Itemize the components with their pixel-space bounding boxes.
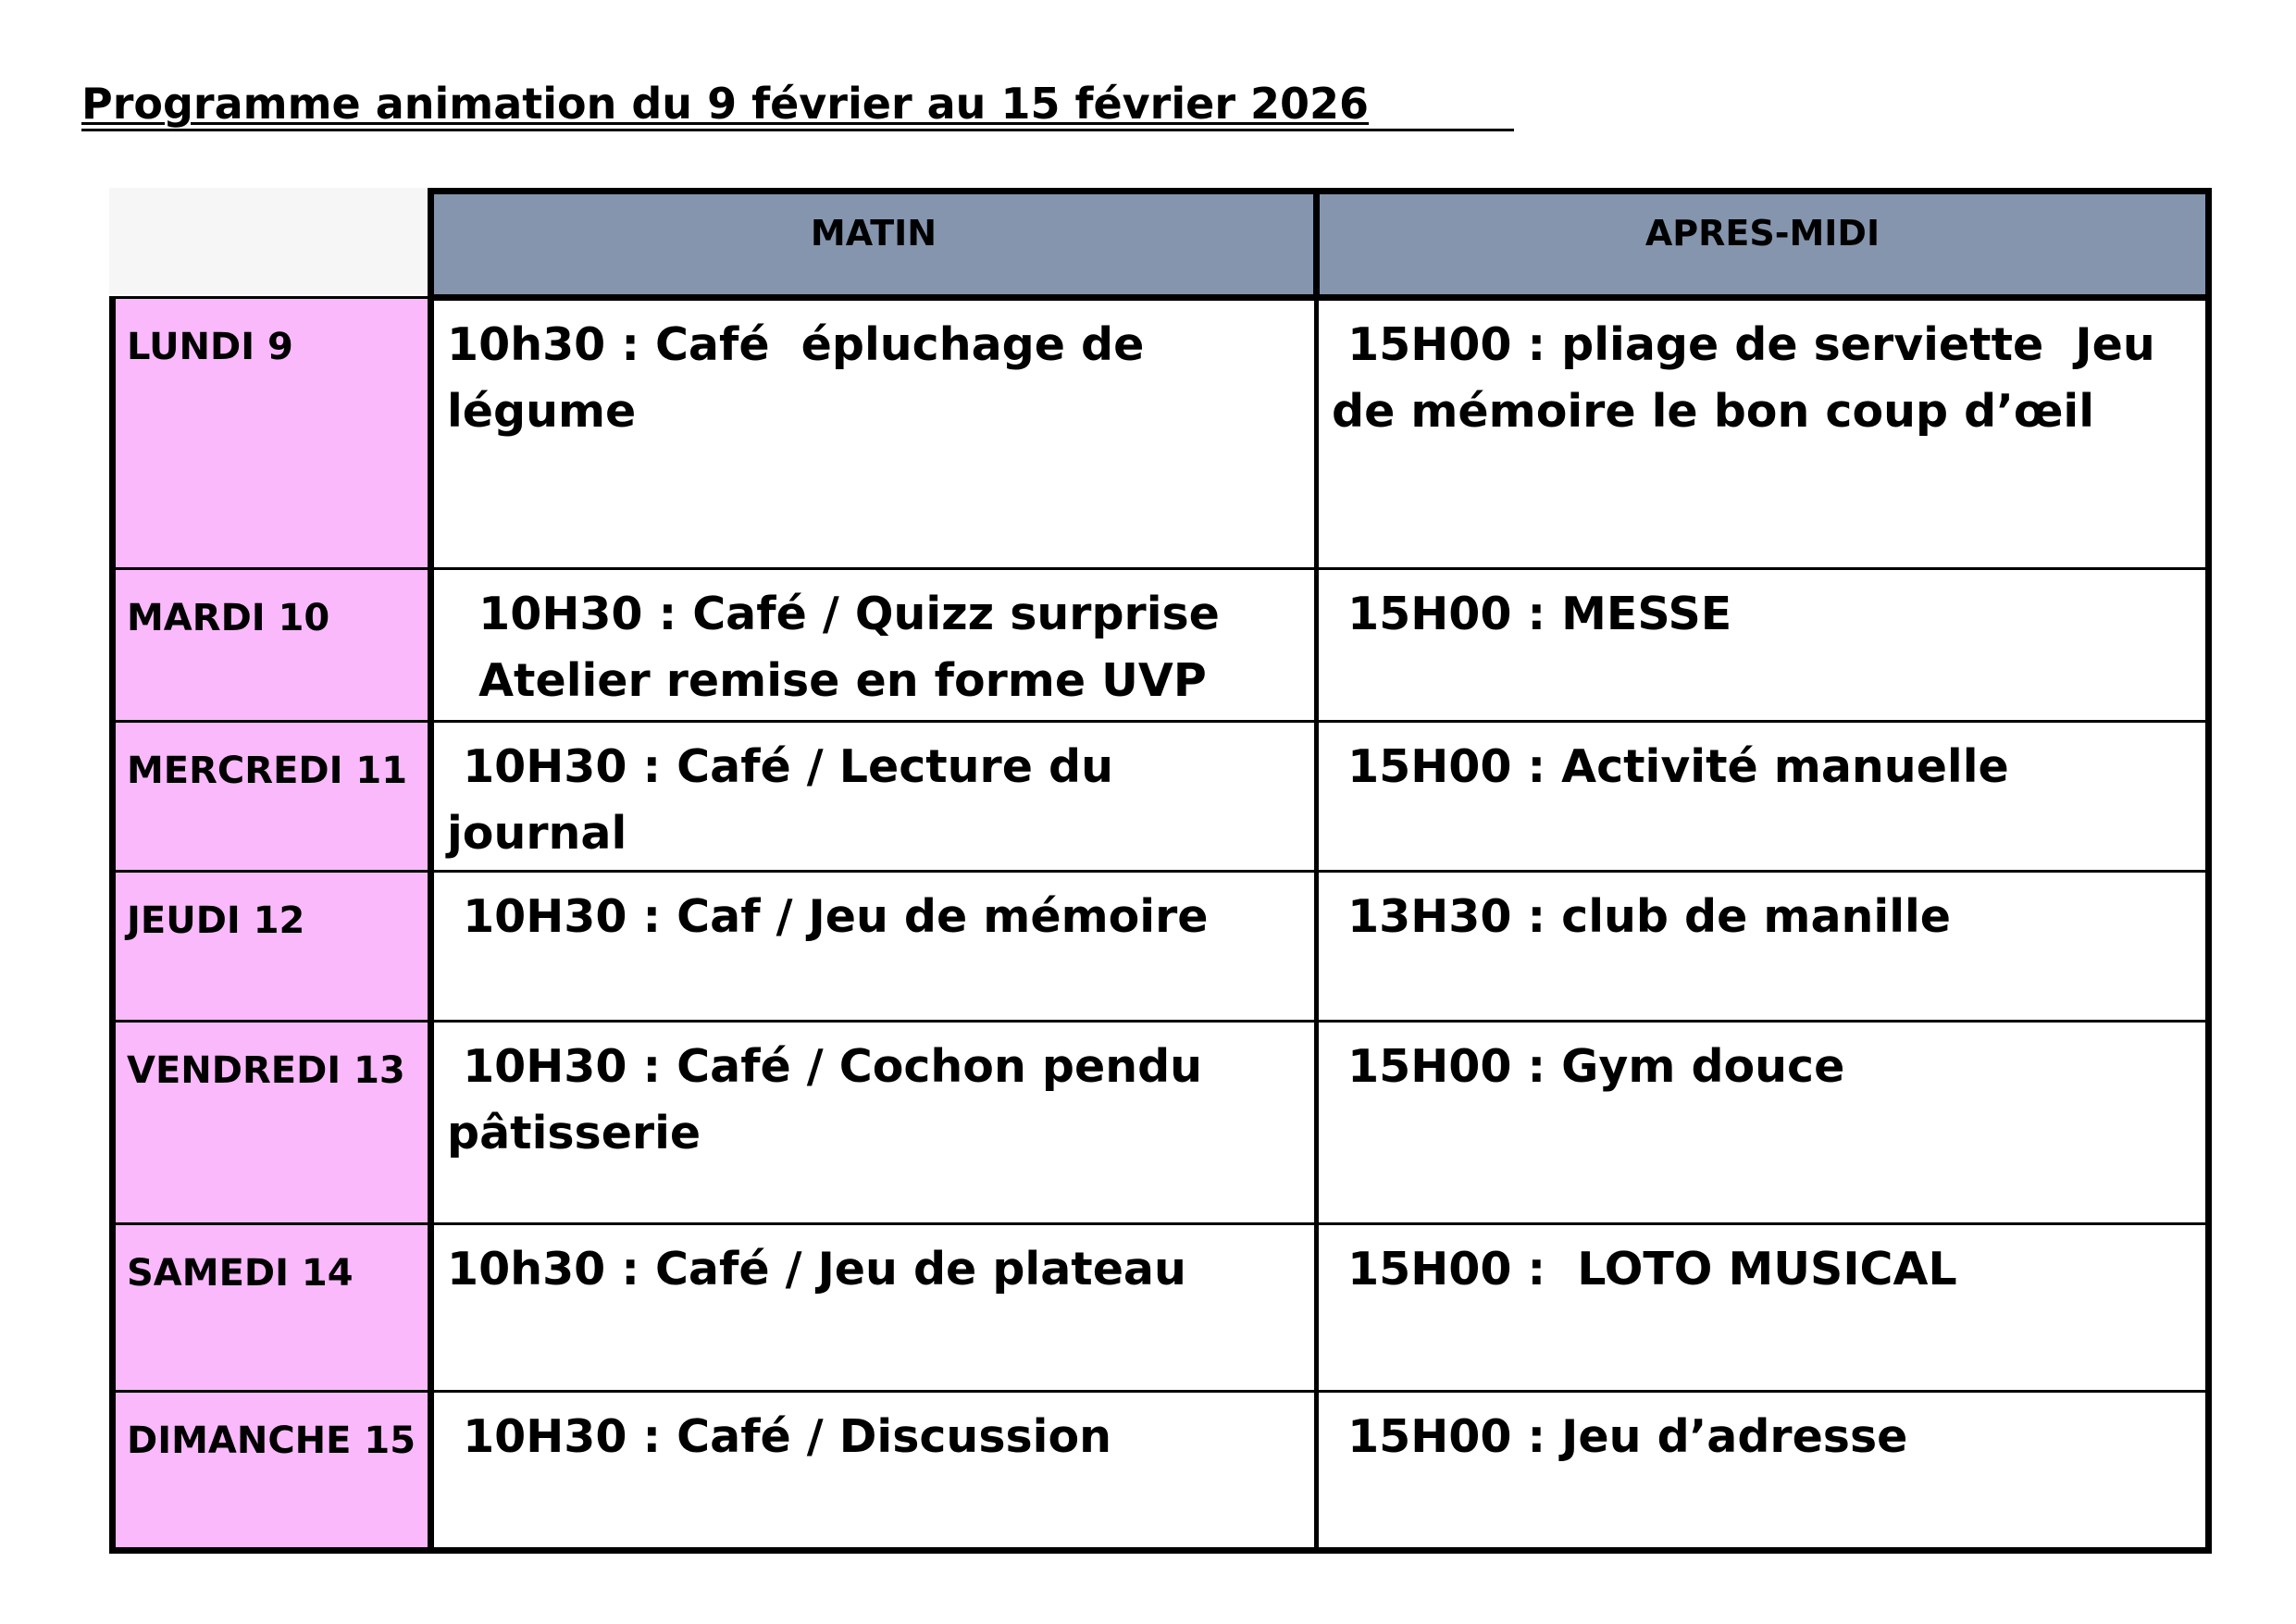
morning-activity: 10H30 : Café / Cochon pendu pâtisserie — [431, 1022, 1317, 1224]
schedule-table — [109, 188, 2212, 1554]
afternoon-activity: 15H00 : pliage de serviette Jeu de mémoire le bon coup d’œil — [1317, 298, 2209, 569]
day-cell: DIMANCHE 15 — [113, 1392, 431, 1551]
morning-activity: 10h30 : Café / Jeu de plateau — [431, 1224, 1317, 1392]
table-row — [113, 569, 2209, 722]
day-cell: MERCREDI 11 — [113, 722, 431, 872]
day-cell: SAMEDI 14 — [113, 1224, 431, 1392]
day-cell: MARDI 10 — [113, 569, 431, 722]
morning-activity: 10h30 : Café épluchage de légume — [431, 298, 1317, 569]
header-empty-cell — [113, 192, 431, 298]
header-row — [113, 192, 2209, 298]
table-row — [113, 722, 2209, 872]
afternoon-activity: 13H30 : club de manille — [1317, 872, 2209, 1022]
day-cell: LUNDI 9 — [113, 298, 431, 569]
afternoon-activity: 15H00 : Gym douce — [1317, 1022, 2209, 1224]
table-row — [113, 1224, 2209, 1392]
table-row — [113, 872, 2209, 1022]
afternoon-activity: 15H00 : Jeu d’adresse — [1317, 1392, 2209, 1551]
afternoon-activity: 15H00 : MESSE — [1317, 569, 2209, 722]
page-title-text: Programme animation du 9 février au 15 février 2026 — [81, 79, 1370, 129]
morning-activity: 10H30 : Café / Discussion — [431, 1392, 1317, 1551]
header-afternoon: APRES-MIDI — [1317, 192, 2209, 298]
page-title — [81, 76, 1514, 131]
afternoon-activity: 15H00 : Activité manuelle — [1317, 722, 2209, 872]
table-row — [113, 1392, 2209, 1551]
morning-activity: 10H30 : Caf / Jeu de mémoire — [431, 872, 1317, 1022]
header-morning: MATIN — [431, 192, 1317, 298]
morning-activity: 10H30 : Café / Quizz surprise Atelier remise en forme UVP — [431, 569, 1317, 722]
afternoon-activity: 15H00 : LOTO MUSICAL — [1317, 1224, 2209, 1392]
morning-activity: 10H30 : Café / Lecture du journal — [431, 722, 1317, 872]
day-cell: VENDREDI 13 — [113, 1022, 431, 1224]
table-row — [113, 1022, 2209, 1224]
day-cell: JEUDI 12 — [113, 872, 431, 1022]
table-row — [113, 298, 2209, 569]
